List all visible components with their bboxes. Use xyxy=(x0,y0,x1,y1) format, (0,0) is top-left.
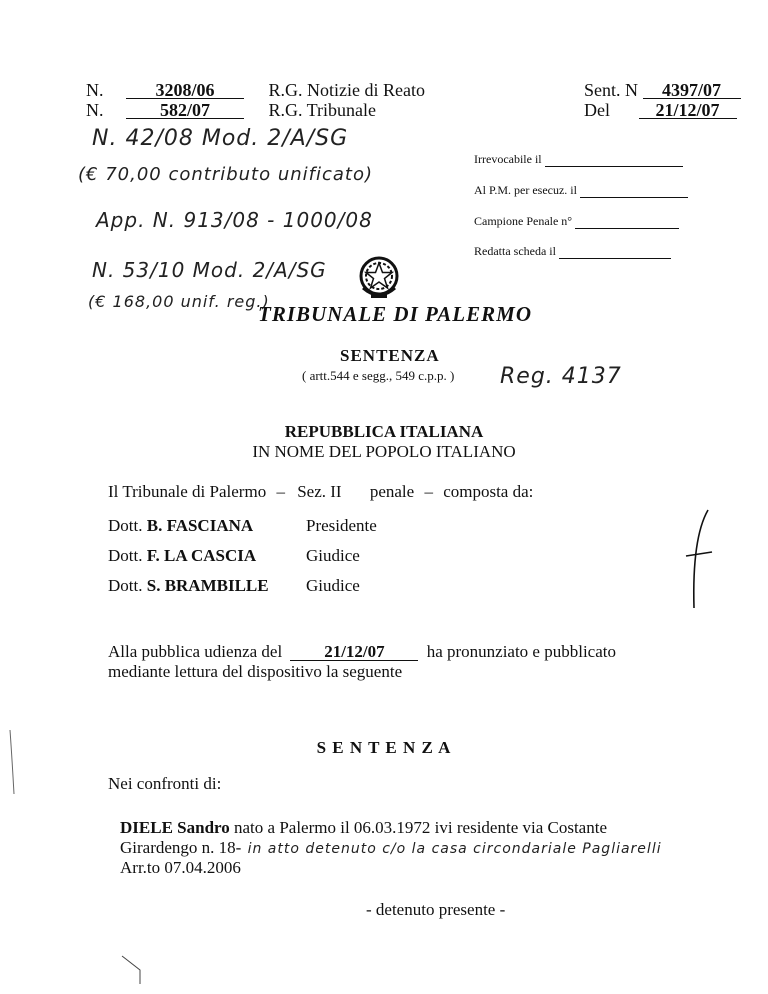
scheda-field xyxy=(474,244,671,259)
campione-penale-field xyxy=(474,214,679,229)
against-label: Nei confronti di: xyxy=(108,774,222,793)
dash: – xyxy=(276,482,285,501)
margin-mark xyxy=(118,952,148,986)
scheda-label: Redatta scheda il xyxy=(474,244,556,258)
rg-notizie-row xyxy=(86,80,425,101)
rg-tribunale-row xyxy=(86,100,376,121)
composed-label: composta da: xyxy=(443,482,534,501)
sent-label: Sent. N xyxy=(584,80,638,100)
handwritten-detention-note: in atto detenuto c/o la casa circondariale Pagliarelli xyxy=(247,841,662,857)
defendant-line-2 xyxy=(120,838,662,858)
sent-date: 21/12/07 xyxy=(639,102,737,119)
handwritten-reg-number: Reg. 4137 xyxy=(500,364,622,389)
defendant-birth: nato a Palermo il 06.03.1972 ivi residente via Costante xyxy=(234,818,607,837)
judge-row xyxy=(108,546,256,566)
judge-name: S. BRAMBILLE xyxy=(146,576,269,595)
rg-notizie-label: R.G. Notizie di Reato xyxy=(268,80,425,100)
pm-esecuzione-line xyxy=(580,185,688,198)
rg-tribunale-number: 582/07 xyxy=(126,102,244,119)
rg-notizie-number: 3208/06 xyxy=(126,82,244,99)
scheda-line xyxy=(559,246,671,259)
republic-title: REPUBBLICA ITALIANA xyxy=(284,422,484,441)
sent-number: 4397/07 xyxy=(643,82,741,99)
sentenza-title: S E N T E N Z A xyxy=(316,738,452,757)
rg-tribunale-label: R.G. Tribunale xyxy=(268,100,377,120)
n-label: N. xyxy=(86,100,104,120)
sentence-date-row xyxy=(584,100,737,121)
republic-subtitle: IN NOME DEL POPOLO ITALIANO xyxy=(252,442,516,461)
irrevocabile-label: Irrevocabile il xyxy=(474,152,542,166)
defendant-line-1 xyxy=(120,818,607,838)
judge-role: Giudice xyxy=(306,576,360,595)
composition-line xyxy=(108,482,533,502)
sentence-heading: SENTENZA xyxy=(340,346,440,365)
defendant-status: - detenuto presente - xyxy=(366,900,506,919)
handwritten-note-4: N. 53/10 Mod. 2/A/SG xyxy=(92,258,327,282)
irrevocabile-field xyxy=(474,152,683,167)
judge-row xyxy=(108,516,253,536)
dash: – xyxy=(424,482,433,501)
court-label: Il Tribunale di Palermo xyxy=(108,482,267,501)
italian-republic-emblem-icon xyxy=(357,254,401,302)
hearing-prefix: Alla pubblica udienza del xyxy=(108,642,283,661)
handwritten-note-3: App. N. 913/08 - 1000/08 xyxy=(96,208,373,232)
judge-name: B. FASCIANA xyxy=(146,516,254,535)
defendant-name: DIELE Sandro xyxy=(120,818,230,837)
sentence-articles: ( artt.544 e segg., 549 c.p.p. ) xyxy=(302,368,455,383)
hearing-suffix: ha pronunziato e pubblicato xyxy=(426,642,616,661)
hearing-line-2: mediante lettura del dispositivo la seguente xyxy=(108,662,403,681)
n-label: N. xyxy=(86,80,104,100)
section-label: Sez. II xyxy=(297,482,342,501)
pm-esecuzione-label: Al P.M. per esecuz. il xyxy=(474,183,577,197)
signature-mark xyxy=(678,508,718,612)
judge-title: Dott. xyxy=(108,546,143,565)
hearing-line xyxy=(108,642,616,662)
campione-penale-line xyxy=(575,216,679,229)
penal-label: penale xyxy=(369,482,415,501)
campione-penale-label: Campione Penale n° xyxy=(474,214,573,228)
judge-row xyxy=(108,576,269,596)
judge-name: F. LA CASCIA xyxy=(146,546,257,565)
defendant-address: Girardengo n. 18- xyxy=(120,838,242,857)
handwritten-note-1: N. 42/08 Mod. 2/A/SG xyxy=(92,126,349,151)
judge-title: Dott. xyxy=(108,516,143,535)
pm-esecuzione-field xyxy=(474,183,688,198)
defendant-arrest: Arr.to 07.04.2006 xyxy=(120,858,241,877)
handwritten-note-5: (€ 168,00 unif. reg.) xyxy=(88,292,270,311)
irrevocabile-line xyxy=(545,154,683,167)
hearing-date: 21/12/07 xyxy=(290,644,418,661)
del-label: Del xyxy=(584,100,610,120)
judge-title: Dott. xyxy=(108,576,143,595)
margin-mark xyxy=(4,728,24,798)
sentence-number-row xyxy=(584,80,741,101)
court-name: TRIBUNALE DI PALERMO xyxy=(258,302,532,326)
judge-role: Giudice xyxy=(306,546,360,565)
judge-role: Presidente xyxy=(306,516,377,535)
handwritten-note-2: (€ 70,00 contributo unificato) xyxy=(78,164,374,185)
